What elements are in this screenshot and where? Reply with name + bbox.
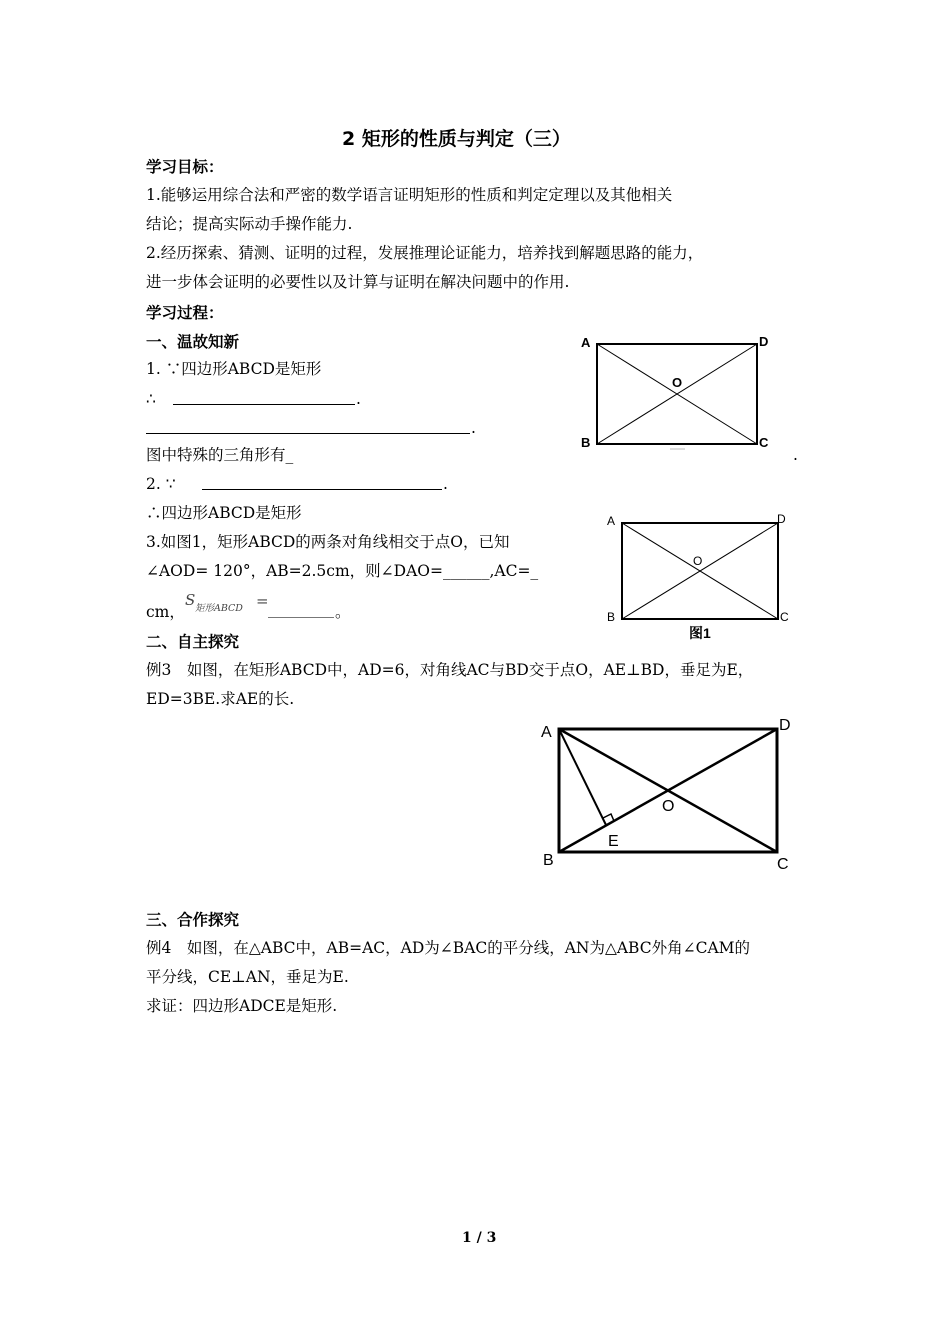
- blank-line: [173, 404, 355, 405]
- objective-2-line-1: 2.经历探索、猜测、证明的过程，发展推理论证能力，培养找到解题思路的能力，: [146, 244, 704, 262]
- review-special-triangles: 图中特殊的三角形有_: [146, 446, 294, 464]
- rectangle-figure-example-3: [535, 710, 797, 876]
- label-a: A: [581, 335, 591, 350]
- page-number: 1 / 3: [462, 1230, 497, 1246]
- example-4-line-3: 求证：四边形ADCE是矩形.: [146, 997, 338, 1015]
- review-q2-because: 2. ∵: [146, 475, 176, 493]
- label-c: C: [759, 435, 769, 450]
- page-title: 2 矩形的性质与判定（三）: [342, 128, 571, 150]
- review-q1-therefore: ∴: [146, 390, 156, 408]
- explore-heading: 二、自主探究: [146, 633, 240, 651]
- objective-1-line-1: 1.能够运用综合法和严密的数学语言证明矩形的性质和判定定理以及其他相关: [146, 186, 673, 204]
- process-heading: 学习过程：: [146, 304, 224, 322]
- review-q3-line-1: 3.如图1，矩形ABCD的两条对角线相交于点O，已知: [146, 533, 510, 551]
- label-d: D: [759, 334, 769, 349]
- review-q3-line-3-prefix: cm，: [146, 603, 185, 621]
- blank-line: [202, 489, 442, 490]
- label-o: O: [662, 798, 675, 815]
- label-e: E: [608, 833, 619, 850]
- label-d: D: [777, 512, 786, 526]
- label-d: D: [779, 717, 791, 734]
- example-3-line-2: ED=3BE.求AE的长.: [146, 690, 295, 708]
- label-o: O: [672, 375, 683, 390]
- coop-heading: 三、合作探究: [146, 911, 240, 929]
- example-4-line-2: 平分线，CE⊥AN，垂足为E.: [146, 968, 349, 986]
- area-symbol: S: [185, 591, 196, 609]
- extra-dot: .: [793, 446, 798, 464]
- label-b: B: [581, 435, 591, 450]
- rectangle-figure-2: [600, 508, 800, 646]
- label-o: O: [693, 554, 703, 568]
- period: .: [471, 419, 476, 437]
- example-3-line-1: 例3 如图，在矩形ABCD中，AD=6，对角线AC与BD交于点O，AE⊥BD，垂足为E，: [146, 661, 754, 679]
- figure-1-caption: 图1: [689, 625, 711, 641]
- label-b: B: [543, 852, 554, 869]
- label-a: A: [607, 514, 616, 528]
- period: .: [443, 475, 448, 493]
- objective-2-line-2: 进一步体会证明的必要性以及计算与证明在解决问题中的作用.: [146, 273, 570, 291]
- blank-line: [146, 433, 470, 434]
- label-c: C: [780, 610, 789, 624]
- blank-line: [268, 617, 334, 618]
- period: .: [356, 390, 361, 408]
- example-4-line-1: 例4 如图，在△ABC中，AB=AC，AD为∠BAC的平分线，AN为△ABC外角∠CAM的: [146, 939, 751, 957]
- review-q2-conclusion: ∴四边形ABCD是矩形: [146, 504, 302, 522]
- area-subscript: 矩形ABCD: [195, 603, 243, 614]
- review-heading: 一、温故知新: [146, 333, 240, 351]
- review-q3-line-2: ∠AOD= 120°，AB=2.5cm，则∠DAO=______,AC=_: [146, 562, 539, 580]
- area-equals: =: [256, 592, 269, 610]
- rectangle-figure-1: [575, 328, 785, 456]
- review-q3-line-3-suffix: 。: [335, 603, 351, 621]
- label-b: B: [607, 610, 616, 624]
- label-c: C: [777, 856, 789, 873]
- label-a: A: [541, 724, 552, 741]
- review-q1: 1. ∵四边形ABCD是矩形: [146, 360, 322, 378]
- objective-1-line-2: 结论；提高实际动手操作能力.: [146, 215, 353, 233]
- objectives-heading: 学习目标：: [146, 158, 224, 176]
